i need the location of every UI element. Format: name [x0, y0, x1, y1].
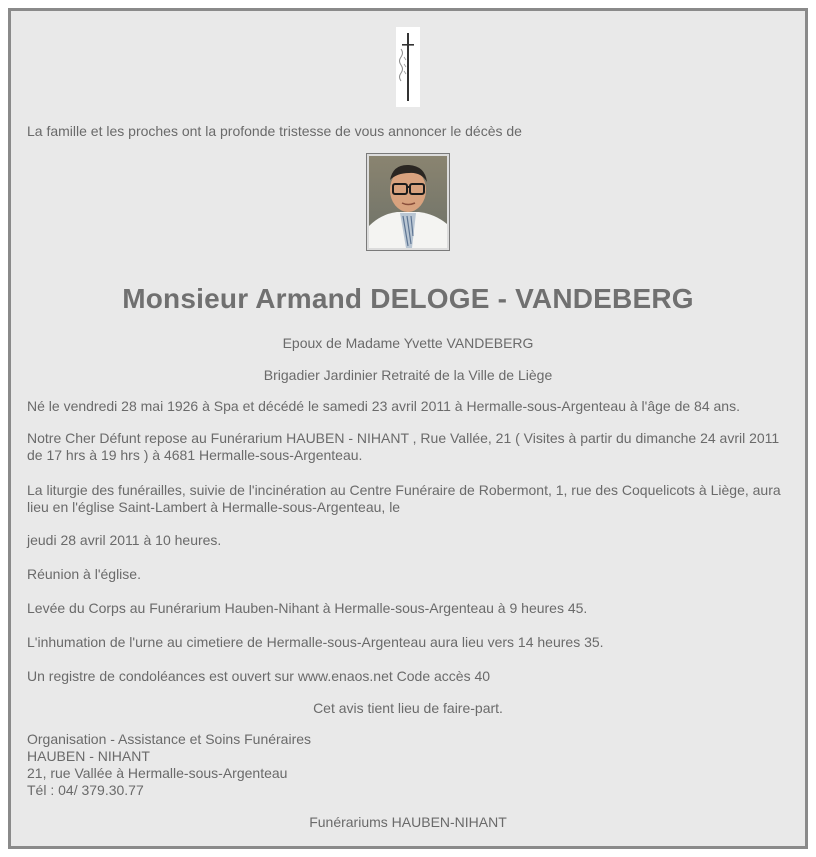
footer-text: Funérariums HAUBEN-NIHANT: [309, 814, 507, 830]
faire-part-text: Cet avis tient lieu de faire-part.: [313, 700, 503, 716]
cross-icon: [396, 27, 420, 107]
obituary-card: [8, 8, 808, 849]
organisation-block: [27, 731, 789, 799]
portrait-photo: [366, 153, 450, 251]
birth-death-text: Né le vendredi 28 mai 1926 à Spa et décédé le samedi 23 avril 2011 à Hermalle-sous-Argenteau à l'âge de 84 ans.: [27, 398, 740, 414]
meeting-text: Réunion à l'église.: [27, 566, 141, 582]
organisation-name: HAUBEN - NIHANT: [27, 748, 150, 764]
register-text: Un registre de condoléances est ouvert sur www.enaos.net Code accès 40: [27, 668, 491, 684]
organisation-address: 21, rue Vallée à Hermalle-sous-Argenteau: [27, 765, 288, 781]
ceremony-date: jeudi 28 avril 2011 à 10 heures.: [27, 532, 222, 548]
spouse-text: Epoux de Madame Yvette VANDEBERG: [282, 335, 534, 351]
organisation-line: Organisation - Assistance et Soins Funéraires: [27, 731, 312, 747]
liturgy-text: La liturgie des funérailles, suivie de l'incinération au Centre Funéraire de Robermont, 1, rue des Coquelicots à Liège, aura lieu en l'église Saint-Lambert à Hermalle-sous-Argenteau, le: [27, 482, 781, 515]
burial-text: L'inhumation de l'urne au cimetiere de Hermalle-sous-Argenteau aura lieu vers 14 heures 35.: [27, 634, 604, 650]
deceased-name: Monsieur Armand DELOGE - VANDEBERG: [122, 283, 694, 314]
obituary-content: [11, 11, 805, 846]
levee-text: Levée du Corps au Funérarium Hauben-Nihant à Hermalle-sous-Argenteau à 9 heures 45.: [27, 600, 588, 616]
occupation-text: Brigadier Jardinier Retraité de la Ville de Liège: [263, 367, 553, 383]
organisation-phone: Tél : 04/ 379.30.77: [27, 782, 144, 798]
rest-text: Notre Cher Défunt repose au Funérarium HAUBEN - NIHANT , Rue Vallée, 21 ( Visites à partir du dimanche 24 avril 2011 de 17 hrs à 19 hrs ) à 4681 Hermalle-sous-Argenteau.: [27, 430, 780, 463]
intro-text: La famille et les proches ont la profonde tristesse de vous annoncer le décès de: [27, 123, 522, 139]
